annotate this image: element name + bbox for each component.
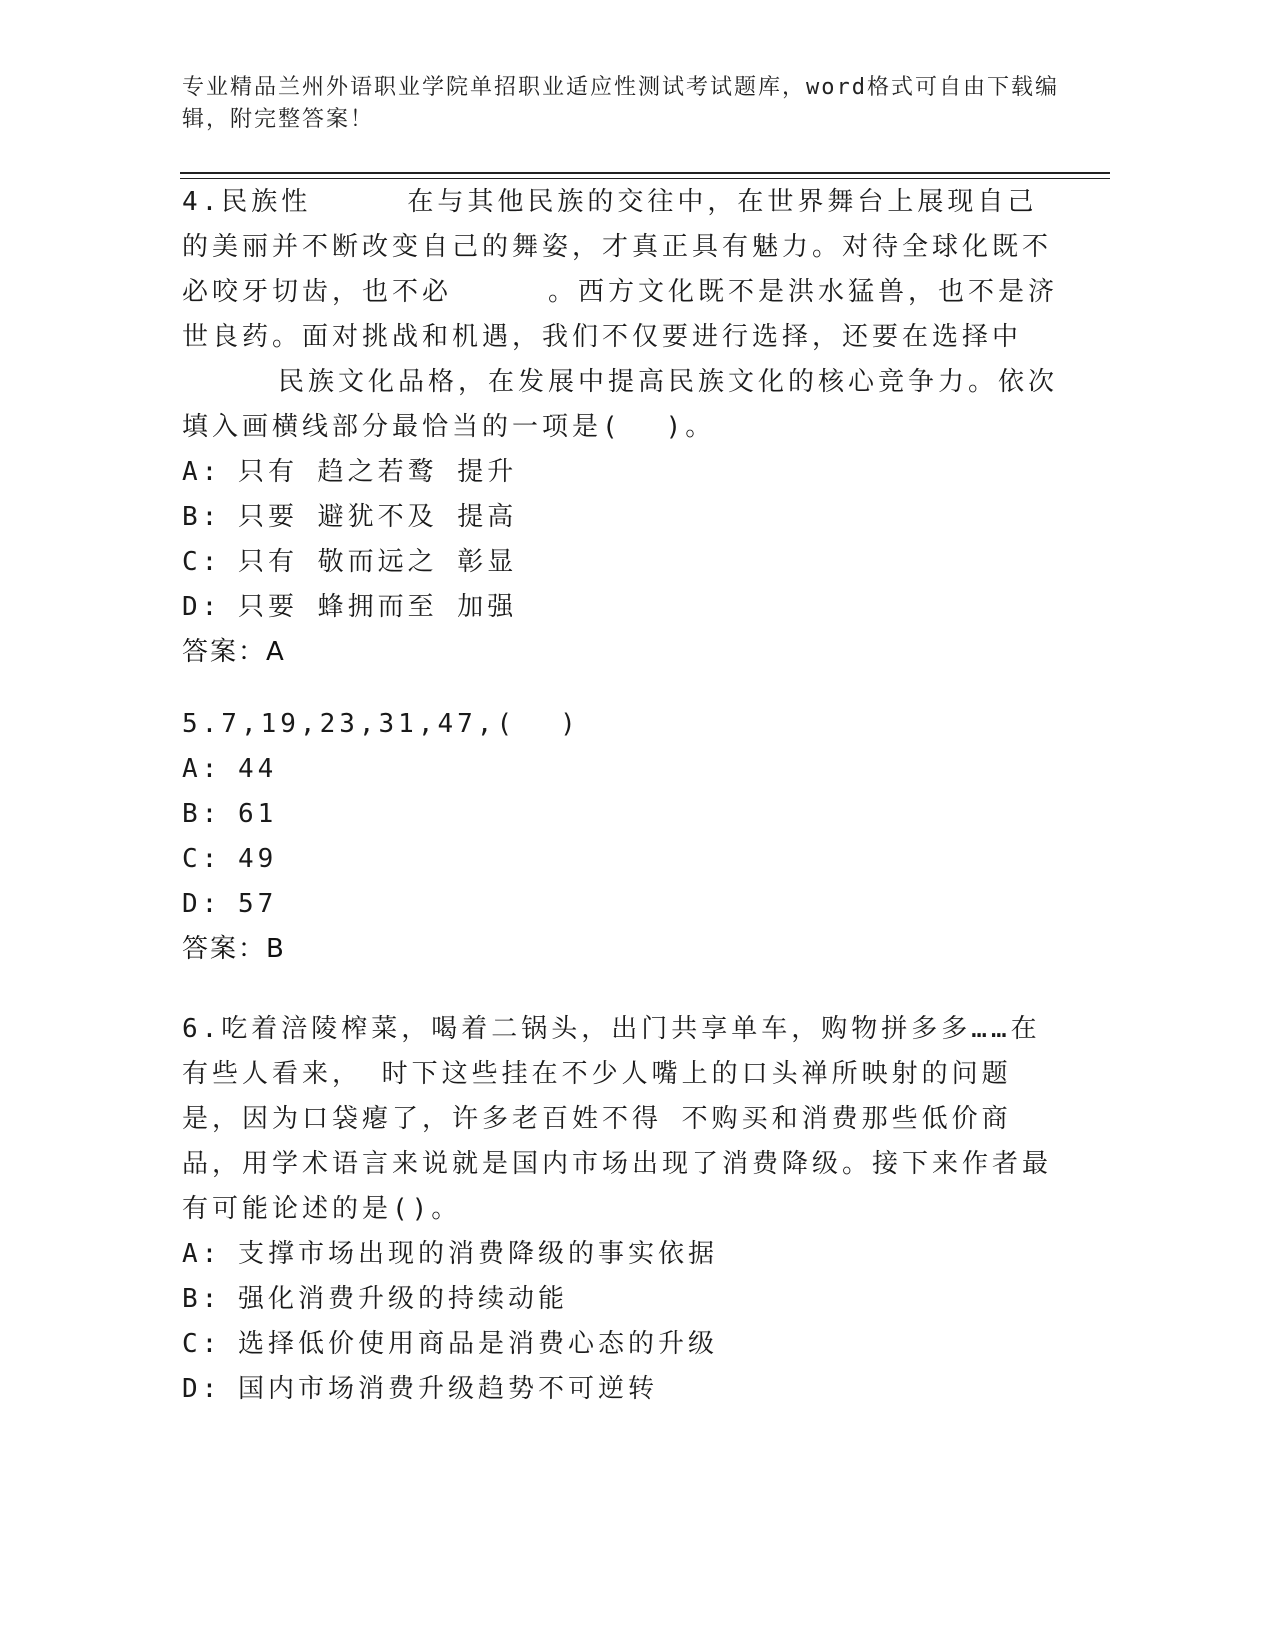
option-c: [182, 837, 1062, 882]
stem-text: )。: [665, 412, 716, 442]
question-stem: [182, 702, 1062, 747]
option-text: 只要 避犹不及 提高: [238, 502, 518, 532]
option-key: A:: [182, 754, 222, 784]
option-c: [182, 540, 1062, 585]
question-4: [182, 180, 1062, 675]
option-b: [182, 495, 1062, 540]
option-key: D:: [182, 1374, 222, 1404]
option-key: D:: [182, 889, 222, 919]
option-key: C:: [182, 547, 222, 577]
stem-text: 5.7,19,23,31,47,(: [182, 709, 517, 739]
option-d: [182, 1367, 1062, 1412]
option-key: A:: [182, 457, 222, 487]
answer-line: 答案：A: [182, 637, 286, 667]
option-text: 44: [238, 754, 278, 784]
option-a: [182, 747, 1062, 792]
option-b: [182, 792, 1062, 837]
option-key: B:: [182, 1284, 222, 1314]
stem-text: 。西方文化既不是洪水猛兽，也不是济世良药。面对挑战和机遇，我们不仅要进行选择，还要在选择中: [182, 277, 1059, 352]
option-d: [182, 585, 1062, 630]
option-text: 61: [238, 799, 278, 829]
option-text: 只有 敬而远之 彰显: [238, 547, 518, 577]
option-key: B:: [182, 502, 222, 532]
option-key: D:: [182, 592, 222, 622]
option-text: 只有 趋之若鹜 提升: [238, 457, 518, 487]
question-stem: [182, 1007, 1062, 1232]
header-divider-thin: [180, 178, 1110, 179]
option-text: 选择低价使用商品是消费心态的升级: [238, 1329, 719, 1359]
option-a: [182, 1232, 1062, 1277]
option-key: C:: [182, 844, 222, 874]
stem-text: 在与其他民族的交往中，在世界舞台上展现自己的美丽并不断改变自己的舞姿，才真正具有魅力。对待全球化既不必咬牙切齿，也不必: [182, 187, 1053, 307]
question-stem: [182, 180, 1062, 450]
stem-text: ): [560, 709, 580, 739]
option-key: A:: [182, 1239, 222, 1269]
page-header: 专业精品兰州外语职业学院单招职业适应性测试考试题库，word格式可自由下载编辑，附完整答案！: [182, 75, 1059, 132]
option-b: [182, 1277, 1062, 1322]
option-text: 国内市场消费升级趋势不可逆转: [238, 1374, 659, 1404]
stem-text: )。: [411, 1194, 462, 1224]
stem-text: 6.吃着涪陵榨菜，喝着二锅头，出门共享单车，购物拼多多……在有些人看来， 时下这些挂在不少人嘴上的口头禅所映射的问题是，因为口袋瘪了，许多老百姓不得 不购买和消费那些低价商品，用学术语言来说就是国内市场出现了消费降级。接下来作者最有可能论述的是(: [182, 1014, 1053, 1224]
stem-text: 4.民族性: [182, 187, 312, 217]
question-6: [182, 1007, 1062, 1412]
option-text: 支撑市场出现的消费降级的事实依据: [238, 1239, 719, 1269]
option-text: 57: [238, 889, 278, 919]
option-key: C:: [182, 1329, 222, 1359]
stem-text: 民族文化品格，在发展中提高民族文化的核心竞争力。依次填入画横线部分最恰当的一项是(: [182, 367, 1059, 442]
answer-line: 答案：B: [182, 934, 286, 964]
option-text: 只要 蜂拥而至 加强: [238, 592, 518, 622]
option-d: [182, 882, 1062, 927]
option-text: 强化消费升级的持续动能: [238, 1284, 569, 1314]
question-5: [182, 702, 1062, 972]
header-divider-thick: [180, 172, 1110, 174]
option-a: [182, 450, 1062, 495]
option-key: B:: [182, 799, 222, 829]
option-c: [182, 1322, 1062, 1367]
option-text: 49: [238, 844, 278, 874]
